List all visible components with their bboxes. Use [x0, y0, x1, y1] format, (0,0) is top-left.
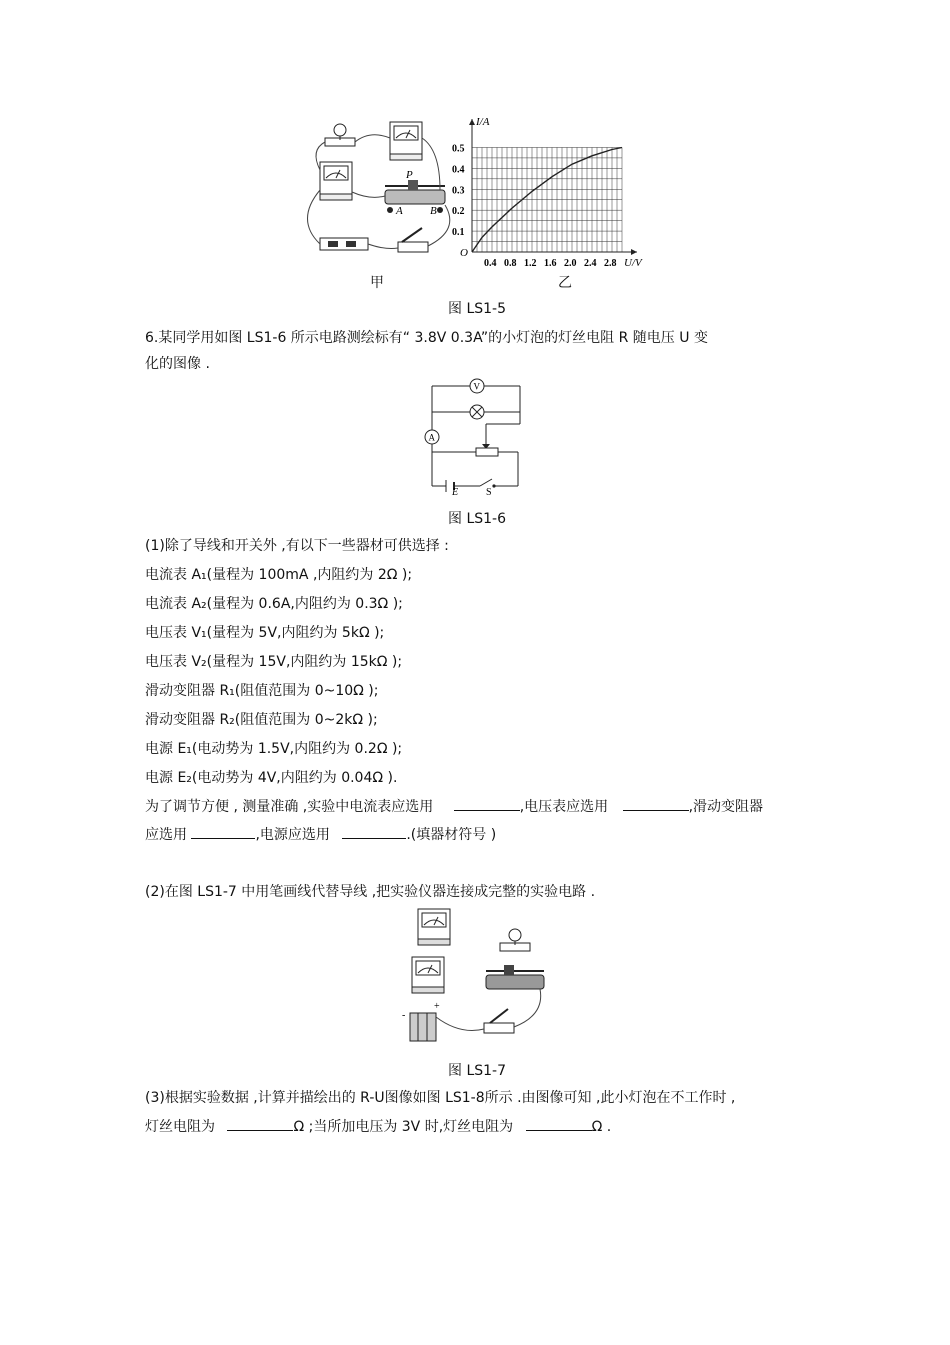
q6-intro-line1: 6.某同学用如图 LS1-6 所示电路测绘标有“ 3.8V 0.3A”的小灯泡的灯丝电阻 R 随电压 U 变	[145, 330, 708, 346]
caption-ls1-7: 图 LS1-7	[448, 1063, 507, 1079]
lamp-icon	[325, 124, 355, 146]
q6-intro-line2: 化的图像 .	[145, 356, 210, 372]
x-tick-label: 2.8	[604, 258, 617, 269]
x-tick-label: 2.0	[564, 258, 577, 269]
item-v2: 电压表 V₂(量程为 15V,内阻约为 15kΩ );	[145, 654, 403, 670]
answer-blank-source[interactable]	[342, 824, 406, 839]
part1-question-line1	[145, 796, 763, 817]
lamp-icon	[500, 929, 530, 951]
item-e1: 电源 E₁(电动势为 1.5V,内阻约为 0.2Ω );	[145, 741, 403, 757]
iu-chart	[450, 110, 660, 295]
answer-blank-rheostat[interactable]	[191, 824, 255, 839]
answer-blank-ammeter[interactable]	[454, 796, 520, 811]
y-axis-arrow	[469, 119, 475, 125]
caption-ls1-5: 图 LS1-5	[448, 301, 507, 317]
y-tick-label: 0.4	[452, 164, 465, 176]
label-yi: 乙	[558, 275, 572, 291]
y-axis-label: I/A	[476, 116, 490, 128]
part3-text-a: 灯丝电阻为	[145, 1119, 215, 1135]
part2-text: (2)在图 LS1-7 中用笔画线代替导线 ,把实验仪器连接成完整的实验电路 .	[145, 884, 596, 900]
battery-plus-label: +	[434, 1001, 440, 1012]
label-a: A	[396, 205, 403, 217]
battery-pack-icon	[410, 1013, 436, 1041]
y-tick-label: 0.2	[452, 206, 465, 218]
label-s: S	[486, 487, 492, 498]
item-r2: 滑动变阻器 R₂(阻值范围为 0~2kΩ );	[145, 712, 378, 728]
rheostat-icon	[486, 965, 544, 989]
label-b: B	[430, 205, 437, 217]
ammeter-icon	[412, 957, 444, 993]
circuit-diagram-ls1-6	[420, 378, 530, 498]
figure-ls1-5	[290, 110, 660, 295]
q-text-b: ,电压表应选用	[519, 799, 609, 815]
item-r1: 滑动变阻器 R₁(阻值范围为 0~10Ω );	[145, 683, 379, 699]
label-jia: 甲	[370, 275, 384, 291]
part3-line1: (3)根据实验数据 ,计算并描绘出的 R-U图像如图 LS1-8所示 .由图像可知 ,此小灯泡在不工作时 ,	[145, 1090, 736, 1106]
switch-icon	[484, 1009, 514, 1033]
rheostat-symbol	[476, 448, 498, 456]
x-tick-label: 0.4	[484, 258, 497, 269]
item-v1: 电压表 V₁(量程为 5V,内阻约为 5kΩ );	[145, 625, 385, 641]
apparatus-diagram-ls1-7	[400, 905, 550, 1045]
item-e2: 电源 E₂(电动势为 4V,内阻约为 0.04Ω ).	[145, 770, 398, 786]
item-a1: 电流表 A₁(量程为 100mA ,内阻约为 2Ω );	[145, 567, 413, 583]
battery-icon	[320, 238, 368, 250]
battery-minus-label: -	[402, 1010, 406, 1021]
y-tick-label: 0.1	[452, 227, 465, 239]
q-text-c: ,滑动变阻器	[688, 799, 764, 815]
answer-blank-resistance-3v[interactable]	[526, 1116, 592, 1131]
q-text-e: ,电源应选用	[255, 827, 330, 843]
ammeter-icon	[320, 162, 352, 200]
label-e: E	[452, 487, 459, 498]
item-a2: 电流表 A₂(量程为 0.6A,内阻约为 0.3Ω );	[145, 596, 403, 612]
part3-text-b: Ω ;当所加电压为 3V 时,灯丝电阻为	[293, 1119, 514, 1135]
y-tick-label: 0.3	[452, 185, 465, 197]
svg-text:A: A	[428, 432, 435, 443]
q-text-a: 为了调节方便 , 测量准确 ,实验中电流表应选用	[145, 799, 434, 815]
x-axis-arrow	[631, 249, 637, 255]
part3-line2	[145, 1116, 611, 1137]
x-tick-label: 1.2	[524, 258, 537, 269]
voltmeter-icon	[390, 122, 422, 160]
y-tick-label: 0.5	[452, 143, 465, 155]
part1-intro: (1)除了导线和开关外 ,有以下一些器材可供选择 :	[145, 538, 449, 554]
answer-blank-voltmeter[interactable]	[623, 796, 689, 811]
x-tick-label: 0.8	[504, 258, 517, 269]
x-tick-label: 2.4	[584, 258, 597, 269]
voltmeter-icon	[418, 909, 450, 945]
chart-grid	[472, 147, 622, 252]
svg-text:V: V	[473, 381, 480, 392]
q-text-f: .(填器材符号 )	[406, 827, 497, 843]
caption-ls1-6: 图 LS1-6	[448, 511, 507, 527]
part1-question-line2	[145, 824, 496, 845]
q-text-d: 应选用	[145, 827, 187, 843]
part3-text-c: Ω .	[591, 1119, 612, 1135]
x-axis-label: U/V	[624, 257, 642, 269]
switch-icon	[398, 228, 428, 252]
label-p: P	[406, 169, 413, 181]
answer-blank-cold-resistance[interactable]	[227, 1116, 293, 1131]
x-tick-label: 1.6	[544, 258, 557, 269]
origin-label: O	[460, 247, 468, 259]
